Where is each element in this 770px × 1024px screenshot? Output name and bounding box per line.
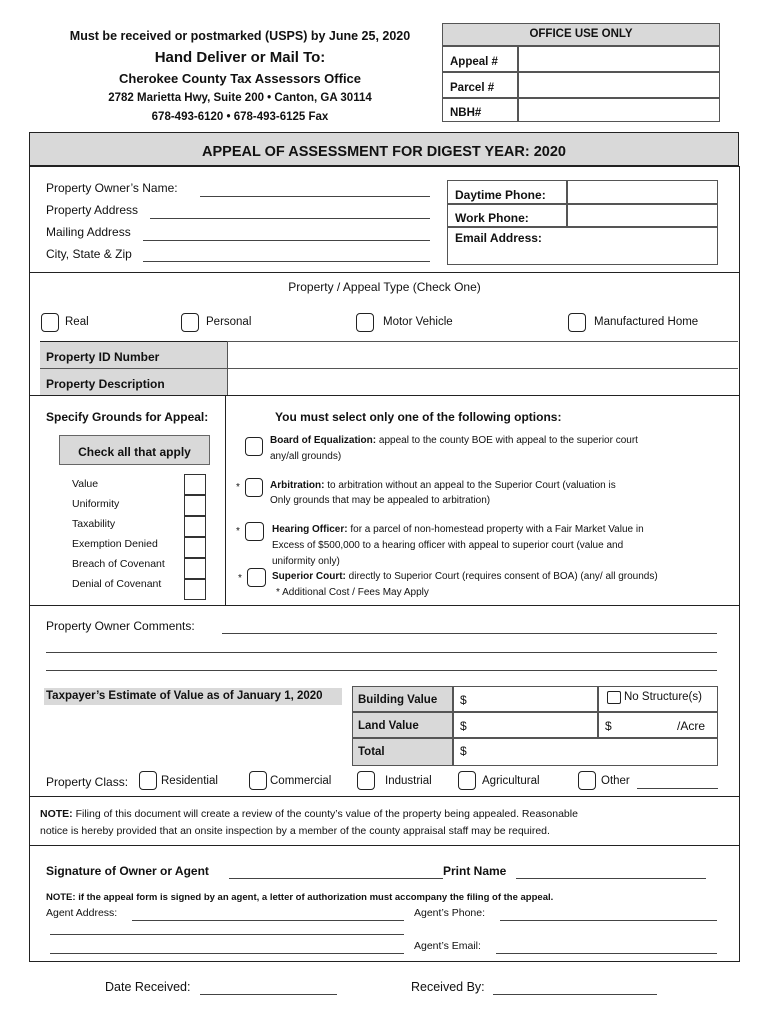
property-type-title: Property / Appeal Type (Check One) [288,280,481,294]
agent-phone-line[interactable] [500,920,717,921]
appeal-number-field[interactable] [518,46,720,72]
ground-uniformity-checkbox[interactable] [184,495,206,516]
comments-label: Property Owner Comments: [46,619,195,633]
email-label: Email Address: [455,231,542,245]
divider [29,395,740,396]
motor-vehicle-label: Motor Vehicle [383,316,453,328]
arbitration-checkbox[interactable] [245,478,263,497]
total-field[interactable]: $ [453,738,718,766]
agent-note: NOTE: if the appeal form is signed by an agent, a letter of authorization must accompany the filing of the appeal. [46,892,554,903]
owner-name-label: Property Owner’s Name: [46,181,178,195]
ground-denial-checkbox[interactable] [184,579,206,600]
arb-bold: Arbitration: [270,480,325,491]
agent-address-label: Agent Address: [46,907,118,919]
land-value-field[interactable]: $ [453,712,598,738]
boe-text: appeal to the county BOE with appeal to the superior court [376,435,638,446]
comments-line-2[interactable] [46,652,717,653]
daytime-phone-field[interactable] [567,180,718,204]
note-line1 [40,808,578,820]
mailing-address-line[interactable] [143,240,430,241]
building-value-label: Building Value [352,686,453,712]
note-bold: NOTE: [40,808,73,820]
arb-star: * [236,482,240,493]
industrial-checkbox[interactable] [357,771,375,790]
parcel-number-label: Parcel # [442,72,518,98]
property-address-line[interactable] [150,218,430,219]
date-received-label: Date Received: [105,980,191,994]
ground-exemption-checkbox[interactable] [184,537,206,558]
note-text: Filing of this document will create a review of the county’s value of the property being appealed. Reasonable [72,808,578,820]
boe-line2: any/all grounds) [270,451,342,462]
office-name: Cherokee County Tax Assessors Office [118,71,362,86]
print-name-line[interactable] [516,878,706,879]
agent-address-line-2[interactable] [50,934,404,935]
personal-checkbox[interactable] [181,313,199,332]
ho-line1 [272,524,644,535]
note-box [29,796,740,846]
ground-denial-label: Denial of Covenant [72,578,162,590]
ho-line2: Excess of $500,000 to a hearing officer with appeal to superior court (value and [272,540,624,551]
hearing-officer-checkbox[interactable] [245,522,264,541]
property-id-field[interactable] [227,341,738,395]
arb-text: to arbitration without an appeal to the Superior Court (valuation is [324,480,616,491]
office-address: 2782 Marietta Hwy, Suite 200 • Canton, GA 30114 [108,92,372,104]
boe-line1 [270,435,638,446]
other-label: Other [601,775,630,787]
sc-text: directly to Superior Court (requires consent of BOA) (any/ all grounds) [345,571,658,582]
ground-taxability-checkbox[interactable] [184,516,206,537]
ground-taxability-label: Taxability [72,518,116,530]
ho-star: * [236,526,240,537]
parcel-number-field[interactable] [518,72,720,98]
real-label: Real [65,316,89,328]
sc-line1 [272,571,658,582]
land-value-label: Land Value [352,712,453,738]
comments-line-3[interactable] [46,670,717,671]
sc-star: * [238,573,242,584]
email-field[interactable] [447,227,718,265]
office-phones: 678-493-6120 • 678-493-6125 Fax [151,111,329,123]
real-checkbox[interactable] [41,313,59,332]
property-address-label: Property Address [46,203,139,217]
ho-line3: uniformity only) [272,556,340,567]
agent-phone-label: Agent’s Phone: [414,907,486,919]
comments-line-1[interactable] [222,633,717,634]
per-acre-field[interactable] [598,712,718,738]
sc-bold: Superior Court: [272,571,346,582]
ground-value-checkbox[interactable] [184,474,206,495]
commercial-checkbox[interactable] [249,771,267,790]
acre-label: /Acre [676,719,705,733]
total-label: Total [352,738,453,766]
agent-email-label: Agent’s Email: [414,940,481,952]
grounds-title: Specify Grounds for Appeal: [46,410,209,424]
ho-text: for a parcel of non-homestead property with a Fair Market Value in [347,524,644,535]
signature-label: Signature of Owner or Agent [46,864,209,878]
estimate-title: Taxpayer’s Estimate of Value as of January 1, 2020 [44,688,342,705]
ground-breach-checkbox[interactable] [184,558,206,579]
note-line2: notice is hereby provided that an onsite inspection by a member of the county appraisal staff may be required. [40,825,550,837]
divider [225,395,226,605]
daytime-phone-label: Daytime Phone: [447,180,567,204]
office-use-title: OFFICE USE ONLY [442,23,720,46]
acre-dollar: $ [605,719,612,733]
deliver-heading: Hand Deliver or Mail To: [154,49,326,66]
form-title: APPEAL OF ASSESSMENT FOR DIGEST YEAR: 2020 [29,132,739,166]
received-by-label: Received By: [411,980,485,994]
city-line[interactable] [143,261,430,262]
agent-address-line-3[interactable] [50,953,404,954]
superior-court-checkbox[interactable] [247,568,266,587]
residential-checkbox[interactable] [139,771,157,790]
boe-checkbox[interactable] [245,437,263,456]
property-class-label: Property Class: [46,775,129,789]
no-structure-label: No Structure(s) [624,691,702,703]
manufactured-home-checkbox[interactable] [568,313,586,332]
ho-bold: Hearing Officer: [272,524,348,535]
manufactured-home-label: Manufactured Home [594,316,699,328]
arb-line1 [270,480,616,491]
signature-line[interactable] [229,878,443,879]
divider [29,272,740,273]
print-name-label: Print Name [443,864,507,878]
appeal-number-label: Appeal # [442,46,518,72]
ground-value-label: Value [72,478,99,490]
work-phone-field[interactable] [567,204,718,227]
personal-label: Personal [206,316,252,328]
agricultural-label: Agricultural [482,775,540,787]
residential-label: Residential [161,775,218,787]
agent-address-line[interactable] [132,920,404,921]
divider [29,605,740,606]
deadline-notice: Must be received or postmarked (USPS) by June 25, 2020 [69,29,411,43]
agent-email-line[interactable] [496,953,717,954]
no-structure-checkbox[interactable] [607,691,621,704]
ground-exemption-label: Exemption Denied [72,538,158,550]
property-desc-label: Property Description [46,377,165,391]
city-label: City, State & Zip [46,247,132,261]
ground-breach-label: Breach of Covenant [72,558,165,570]
property-id-label: Property ID Number [46,350,160,364]
nbh-label: NBH# [442,98,518,122]
other-checkbox[interactable] [578,771,596,790]
boe-bold: Board of Equalization: [270,435,377,446]
owner-name-line[interactable] [200,196,430,197]
other-line[interactable] [637,788,718,789]
commercial-label: Commercial [270,775,332,787]
mailing-address-label: Mailing Address [46,225,131,239]
motor-vehicle-checkbox[interactable] [356,313,374,332]
work-phone-label: Work Phone: [447,204,567,227]
agricultural-checkbox[interactable] [458,771,476,790]
building-value-field[interactable]: $ [453,686,598,712]
ground-uniformity-label: Uniformity [72,498,120,510]
options-title: You must select only one of the following options: [275,410,562,424]
received-by-line[interactable] [493,994,657,995]
arb-line2: Only grounds that may be appealed to arbitration) [270,495,491,506]
nbh-field[interactable] [518,98,720,122]
date-received-line[interactable] [200,994,337,995]
industrial-label: Industrial [385,775,432,787]
additional-cost-note: * Additional Cost / Fees May Apply [276,587,429,598]
check-all-button: Check all that apply [59,435,210,465]
